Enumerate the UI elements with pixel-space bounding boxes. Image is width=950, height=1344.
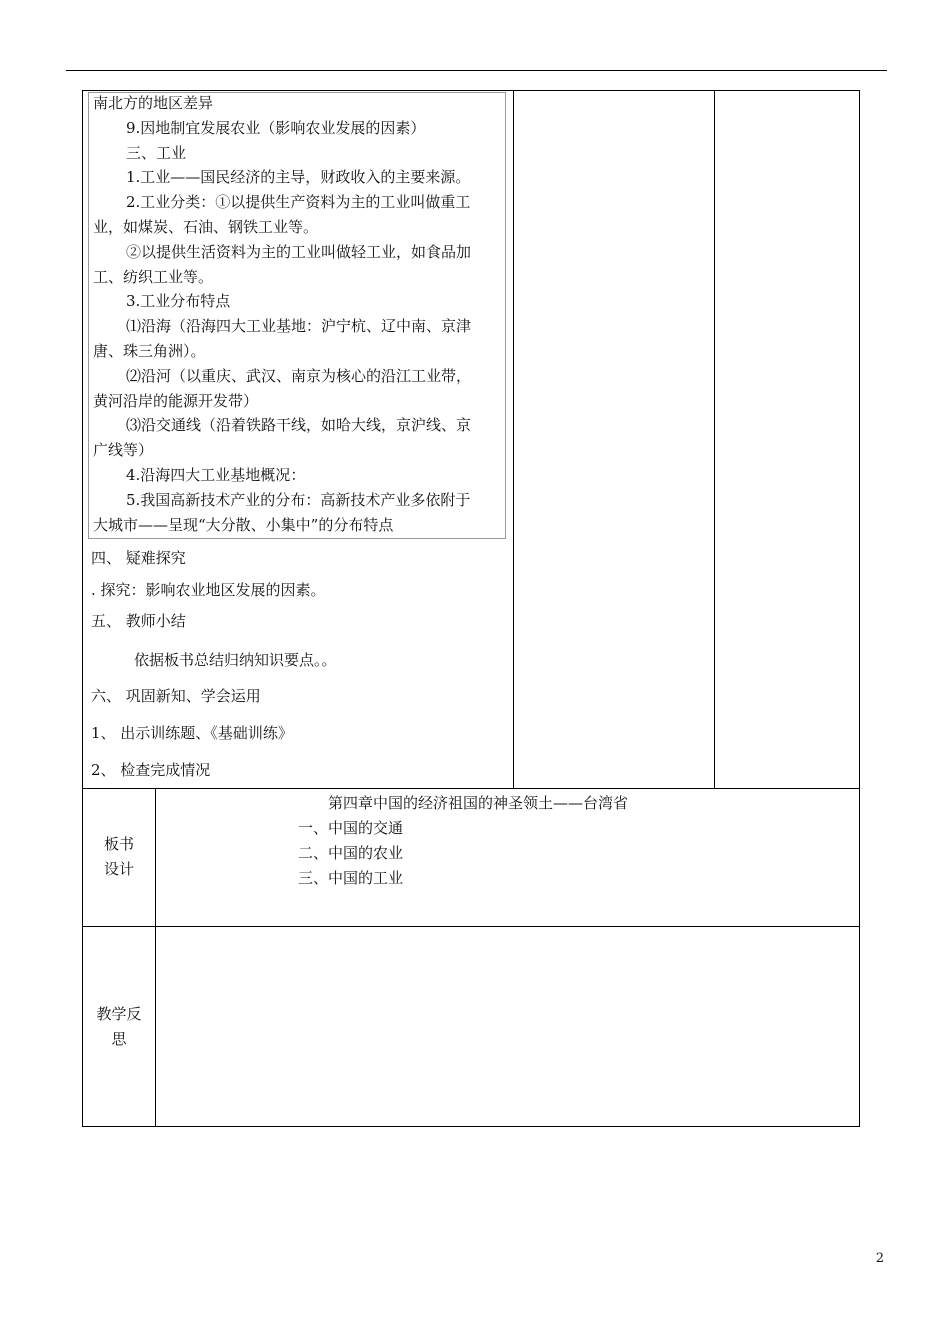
knowledge-line: 9.因地制宜发展农业（影响农业发展的因素） [126,118,426,137]
reflection-label [83,1002,155,1052]
lesson-step: 依据板书总结归纳知识要点。。 [134,651,337,669]
reflection-label-line2: 思 [111,1030,127,1048]
knowledge-line: 南北方的地区差异 [93,94,214,112]
knowledge-line: 业，如煤炭、石油、钢铁工业等。 [93,218,319,236]
board-item-1: 一、中国的交通 [298,819,404,837]
board-design-label [83,832,155,882]
lesson-step: 四、 疑难探究 [91,549,186,567]
knowledge-line: ⑶沿交通线（沿着铁路干线，如哈大线，京沪线、京 [126,416,472,435]
knowledge-line: 3.工业分布特点 [126,292,231,311]
knowledge-line: 工、纺织工业等。 [93,267,214,286]
row-divider-reflection [82,926,860,927]
board-item-3: 三、中国的工业 [298,869,404,887]
lesson-step: 2、 检查完成情况 [91,761,211,779]
header-rule [66,70,887,71]
page-number: 2 [875,1251,884,1266]
knowledge-line: 大城市——呈现“大分散、小集中”的分布特点 [93,515,394,534]
column-divider-2 [714,90,715,788]
board-label-line2: 设计 [103,860,134,878]
lesson-step: 五、 教师小结 [91,612,186,630]
lesson-step: 1、 出示训练题、《基础训练》 [91,724,293,742]
knowledge-line: 三、工业 [126,143,187,162]
knowledge-line: ⑵沿河（以重庆、武汉、南京为核心的沿江工业带， [126,366,472,385]
column-divider-1 [513,90,514,788]
knowledge-line: 广线等） [93,441,154,460]
reflection-label-line1: 教学反 [96,1005,142,1023]
knowledge-line: 唐、珠三角洲）。 [93,342,206,360]
board-label-line1: 板书 [103,835,134,853]
knowledge-line: 2.工业分类：①以提供生产资料为主的工业叫做重工 [126,193,471,212]
knowledge-line: ⑴沿海（沿海四大工业基地：沪宁杭、辽中南、京津 [126,317,472,336]
board-title: 第四章中国的经济祖国的神圣领土——台湾省 [328,794,629,812]
knowledge-line: 黄河沿岸的能源开发带） [93,391,259,410]
knowledge-line: 4.沿海四大工业基地概况： [126,466,306,484]
lesson-step: 六、 巩固新知、学会运用 [91,687,261,705]
label-column-divider [155,788,156,1127]
board-item-2: 二、中国的农业 [298,844,404,862]
knowledge-line: ②以提供生活资料为主的工业叫做轻工业，如食品加 [126,242,472,261]
knowledge-line: 1.工业——国民经济的主导，财政收入的主要来源。 [126,168,471,187]
knowledge-line: 5.我国高新技术产业的分布：高新技术产业多依附于 [126,490,471,509]
row-divider-board [82,788,860,789]
lesson-step: . 探究：影响农业地区发展的因素。 [91,581,326,599]
